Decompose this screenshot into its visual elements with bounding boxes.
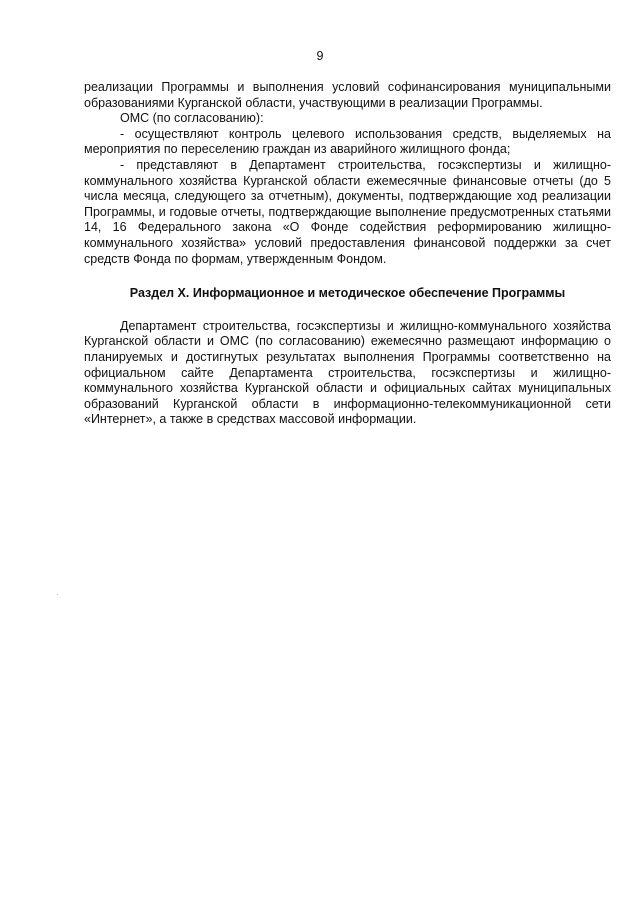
document-body [84, 80, 611, 428]
paragraph-oms-reports: - представляют в Департамент строительства, госэкспертизы и жилищно-коммунального хозяйства Курганской области ежемесячные финансовые отчеты (до 5 числа месяца, следующего за отчетным), документы, подтверждающие ход реализации Программы, и годовые отчеты, подтверждающие выполнение предусмотренных статьями 14, 16 Федерального закона «О Фонде содействия реформированию жилищно-коммунального хозяйства» условий предоставления финансовой поддержки за счет средств Фонда по формам, утвержденным Фондом. [84, 157, 611, 266]
page-number: 9 [316, 49, 324, 63]
paragraph-program-implementation: реализации Программы и выполнения условий софинансирования муниципальными образованиями Курганской области, участвующими в реализации Программы. [84, 80, 611, 110]
scan-speck [57, 594, 58, 595]
section-heading: Раздел X. Информационное и методическое обеспечение Программы [129, 286, 566, 301]
paragraph-oms-intro: ОМС (по согласованию): [120, 111, 264, 126]
paragraph-oms-control: - осуществляют контроль целевого использования средств, выделяемых на мероприятия по переселению граждан из аварийного жилищного фонда; [84, 126, 611, 157]
paragraph-information-support: Департамент строительства, госэкспертизы и жилищно-коммунального хозяйства Курганской области и ОМС (по согласованию) ежемесячно размещают информацию о планируемых и достигнутых результатах выполнения Программы соответственно на официальном сайте Департамента строительства, госэкспертизы и жилищно-коммунального хозяйства Курганской области и официальных сайтах муниципальных образований Курганской области в информационно-телекоммуникационной сети «Интернет», а также в средствах массовой информации. [84, 318, 611, 427]
